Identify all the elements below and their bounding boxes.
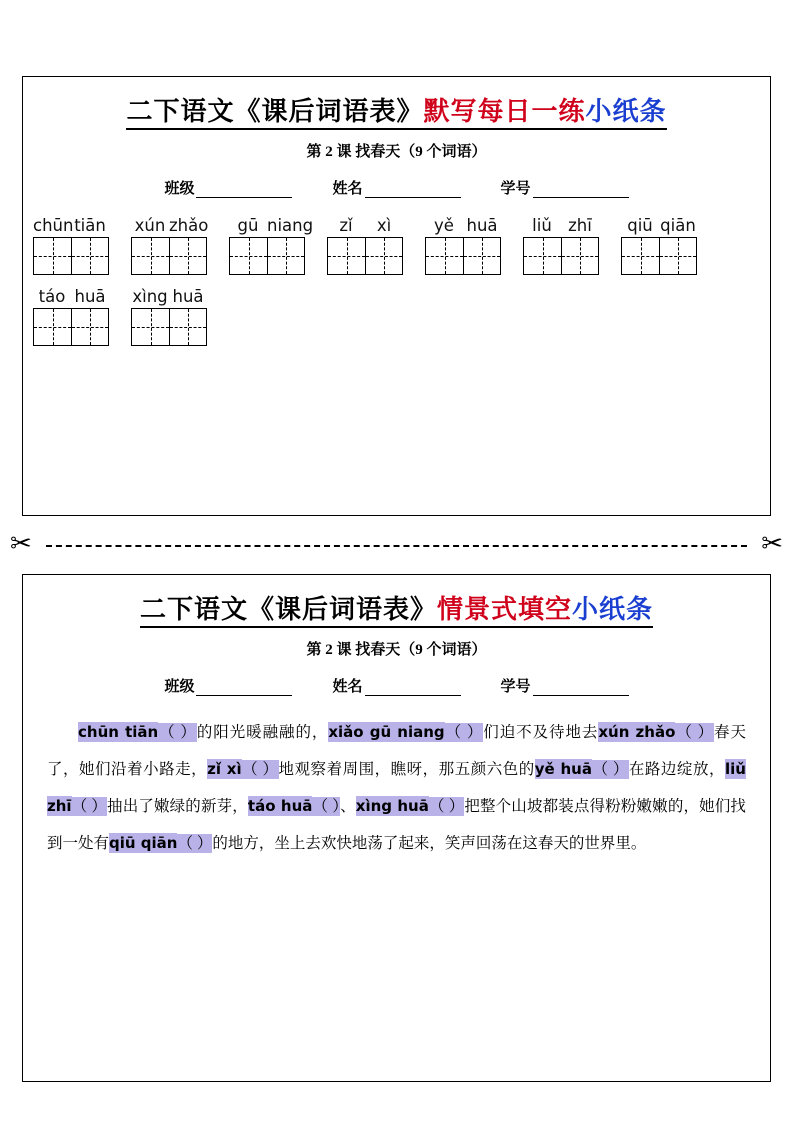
tianzige-boxes[interactable] — [621, 237, 697, 275]
guide-line-v — [188, 309, 189, 345]
guide-line-v — [347, 238, 348, 274]
cloze-answer-parentheses[interactable]: （ ） — [444, 724, 484, 741]
passage-text: 、 — [340, 798, 356, 815]
name-field[interactable] — [332, 675, 460, 696]
student-id-field[interactable] — [501, 675, 629, 696]
title-part-suffix: 小纸条 — [572, 595, 653, 628]
cloze-pinyin-hint: yě huā — [534, 760, 592, 778]
name-blank[interactable] — [365, 183, 461, 198]
cloze-pinyin-hint: qiū qiān — [109, 834, 178, 852]
class-field[interactable] — [164, 177, 292, 198]
tianzige-cell[interactable] — [523, 237, 561, 275]
scissors-icon: ✂ — [10, 529, 32, 559]
guide-line-v — [188, 238, 189, 274]
guide-line-v — [482, 238, 483, 274]
guide-line-v — [151, 238, 152, 274]
tianzige-cell[interactable] — [365, 237, 403, 275]
student-id-label: 学号 — [500, 181, 531, 197]
pinyin-syllable: yě — [434, 216, 454, 235]
pinyin-row — [33, 287, 109, 306]
pinyin-syllable: liǔ — [532, 216, 552, 235]
cloze-answer-parentheses[interactable]: （ ） — [241, 761, 279, 778]
cloze-answer-parentheses[interactable]: （ ） — [158, 724, 197, 741]
pinyin-row — [131, 216, 207, 235]
pinyin-syllable: tiān — [74, 216, 106, 235]
cloze-passage — [47, 714, 746, 862]
cloze-blank[interactable] — [356, 797, 465, 816]
pinyin-syllable: huā — [466, 216, 498, 235]
guide-line-v — [445, 238, 446, 274]
class-label: 班级 — [164, 181, 195, 197]
cloze-answer-parentheses[interactable]: （ ） — [71, 798, 108, 815]
cloze-pinyin-hint: xiǎo gū niang — [328, 723, 445, 741]
cloze-pinyin-hint: chūn tiān — [78, 723, 159, 741]
cloze-sheet — [22, 574, 771, 1082]
word-block — [33, 216, 109, 275]
guide-line-v — [53, 309, 54, 345]
cut-divider — [0, 528, 793, 564]
passage-text: 把整个山坡都装点得粉粉嫩嫩的，她们找到一处有 — [47, 798, 746, 852]
tianzige-cell[interactable] — [131, 308, 169, 346]
cloze-answer-parentheses[interactable]: （ ） — [177, 835, 213, 852]
guide-line-v — [678, 238, 679, 274]
tianzige-cell[interactable] — [267, 237, 305, 275]
word-line — [31, 287, 770, 346]
cloze-pinyin-hint: zǐ xì — [207, 760, 242, 778]
tianzige-cell[interactable] — [33, 308, 71, 346]
name-field[interactable] — [332, 177, 460, 198]
cloze-title — [23, 589, 770, 626]
passage-text: 的地方，坐上去欢快地荡了起来，笑声回荡在这春天的世界里。 — [212, 835, 647, 852]
cloze-answer-parentheses[interactable]: （ ） — [428, 798, 465, 815]
dictation-lesson-label: 第 2 课 找春天（9 个词语） — [306, 144, 487, 160]
student-id-blank[interactable] — [533, 681, 629, 696]
tianzige-cell[interactable] — [131, 237, 169, 275]
pinyin-syllable: xún — [134, 216, 166, 235]
pinyin-syllable: zǐ — [339, 216, 353, 235]
word-grid-area — [23, 216, 770, 346]
tianzige-boxes[interactable] — [131, 237, 207, 275]
name-label: 姓名 — [332, 181, 363, 197]
tianzige-cell[interactable] — [327, 237, 365, 275]
name-label: 姓名 — [332, 679, 363, 695]
class-field[interactable] — [164, 675, 292, 696]
cloze-blank[interactable] — [109, 834, 212, 853]
pinyin-row — [425, 216, 501, 235]
guide-line-v — [249, 238, 250, 274]
passage-text: 春天了，她们沿着小路走， — [47, 724, 746, 778]
word-block — [425, 216, 501, 275]
cloze-blank[interactable] — [328, 723, 483, 742]
cloze-answer-parentheses[interactable]: （ ） — [675, 724, 715, 741]
guide-line-v — [543, 238, 544, 274]
class-label: 班级 — [164, 679, 195, 695]
tianzige-boxes[interactable] — [425, 237, 501, 275]
title-part-type: 情景式填空 — [437, 595, 572, 628]
cloze-blank[interactable] — [78, 723, 197, 742]
passage-text: 抽出了嫩绿的新芽， — [107, 798, 248, 815]
passage-text: 们迫不及待地去 — [483, 724, 599, 741]
guide-line-v — [151, 309, 152, 345]
word-line — [31, 216, 770, 275]
pinyin-syllable: huā — [172, 287, 204, 306]
pinyin-syllable: táo — [38, 287, 66, 306]
student-id-label: 学号 — [500, 679, 531, 695]
pinyin-syllable: gū — [237, 216, 259, 235]
tianzige-cell[interactable] — [169, 308, 207, 346]
word-block — [523, 216, 599, 275]
word-block — [131, 216, 207, 275]
guide-line-v — [90, 309, 91, 345]
tianzige-boxes[interactable] — [33, 237, 109, 275]
tianzige-cell[interactable] — [561, 237, 599, 275]
pinyin-row — [33, 216, 109, 235]
word-block — [621, 216, 697, 275]
pinyin-syllable: niang — [267, 216, 314, 235]
cloze-pinyin-hint: táo huā — [247, 797, 313, 815]
guide-line-v — [90, 238, 91, 274]
pinyin-row — [523, 216, 599, 235]
pinyin-syllable: qiū — [627, 216, 653, 235]
guide-line-v — [286, 238, 287, 274]
dictation-sheet — [22, 76, 771, 516]
pinyin-syllable: chūn — [33, 216, 74, 235]
pinyin-syllable: zhī — [568, 216, 592, 235]
tianzige-boxes[interactable] — [131, 308, 207, 346]
tianzige-cell[interactable] — [659, 237, 697, 275]
cloze-blank[interactable] — [207, 760, 278, 779]
pinyin-syllable: xìng — [132, 287, 168, 306]
dictation-title — [23, 91, 770, 128]
pinyin-syllable: zhǎo — [169, 216, 209, 235]
guide-line-v — [384, 238, 385, 274]
pinyin-syllable: huā — [74, 287, 106, 306]
name-blank[interactable] — [365, 681, 461, 696]
cloze-answer-parentheses[interactable]: （ ） — [312, 798, 341, 815]
dashed-cut-line — [46, 545, 747, 547]
cloze-pinyin-hint: xún zhǎo — [598, 723, 676, 741]
class-blank[interactable] — [196, 681, 292, 696]
tianzige-cell[interactable] — [169, 237, 207, 275]
word-block — [131, 287, 207, 346]
word-block — [327, 216, 403, 275]
cloze-lesson-label: 第 2 课 找春天（9 个词语） — [306, 642, 487, 658]
tianzige-boxes[interactable] — [523, 237, 599, 275]
class-blank[interactable] — [196, 183, 292, 198]
guide-line-v — [641, 238, 642, 274]
word-block — [229, 216, 314, 275]
tianzige-boxes[interactable] — [327, 237, 403, 275]
dictation-info-row — [23, 177, 770, 198]
student-id-blank[interactable] — [533, 183, 629, 198]
cloze-blank[interactable] — [248, 797, 340, 816]
tianzige-cell[interactable] — [425, 237, 463, 275]
pinyin-syllable: qiān — [660, 216, 696, 235]
cloze-info-row — [23, 675, 770, 696]
word-block — [33, 287, 109, 346]
title-part-suffix: 小纸条 — [586, 97, 667, 130]
guide-line-v — [53, 238, 54, 274]
passage-paragraph — [47, 714, 746, 862]
pinyin-syllable: xì — [376, 216, 392, 235]
title-part-subject: 二下语文《课后词语表》 — [126, 97, 423, 130]
pinyin-row — [131, 287, 207, 306]
title-part-type: 默写每日一练 — [423, 97, 585, 130]
tianzige-cell[interactable] — [71, 237, 109, 275]
tianzige-boxes[interactable] — [33, 308, 109, 346]
tianzige-boxes[interactable] — [229, 237, 305, 275]
cloze-blank[interactable] — [598, 723, 714, 742]
cloze-pinyin-hint: xìng huā — [355, 797, 429, 815]
passage-text: 地观察着周围，瞧呀，那五颜六色的 — [278, 761, 535, 778]
student-id-field[interactable] — [501, 177, 629, 198]
passage-text: 的阳光暖融融的， — [196, 724, 329, 741]
pinyin-row — [621, 216, 697, 235]
scissors-icon: ✂ — [761, 529, 783, 559]
title-part-subject: 二下语文《课后词语表》 — [140, 595, 437, 628]
guide-line-v — [580, 238, 581, 274]
cloze-blank[interactable] — [535, 760, 629, 779]
tianzige-cell[interactable] — [71, 308, 109, 346]
tianzige-cell[interactable] — [463, 237, 501, 275]
tianzige-cell[interactable] — [33, 237, 71, 275]
passage-text: 在路边绽放， — [628, 761, 725, 778]
pinyin-row — [327, 216, 403, 235]
cloze-pinyin-hint: liǔ zhī — [47, 760, 746, 815]
pinyin-row — [229, 216, 314, 235]
cloze-answer-parentheses[interactable]: （ ） — [591, 761, 629, 778]
tianzige-cell[interactable] — [229, 237, 267, 275]
tianzige-cell[interactable] — [621, 237, 659, 275]
